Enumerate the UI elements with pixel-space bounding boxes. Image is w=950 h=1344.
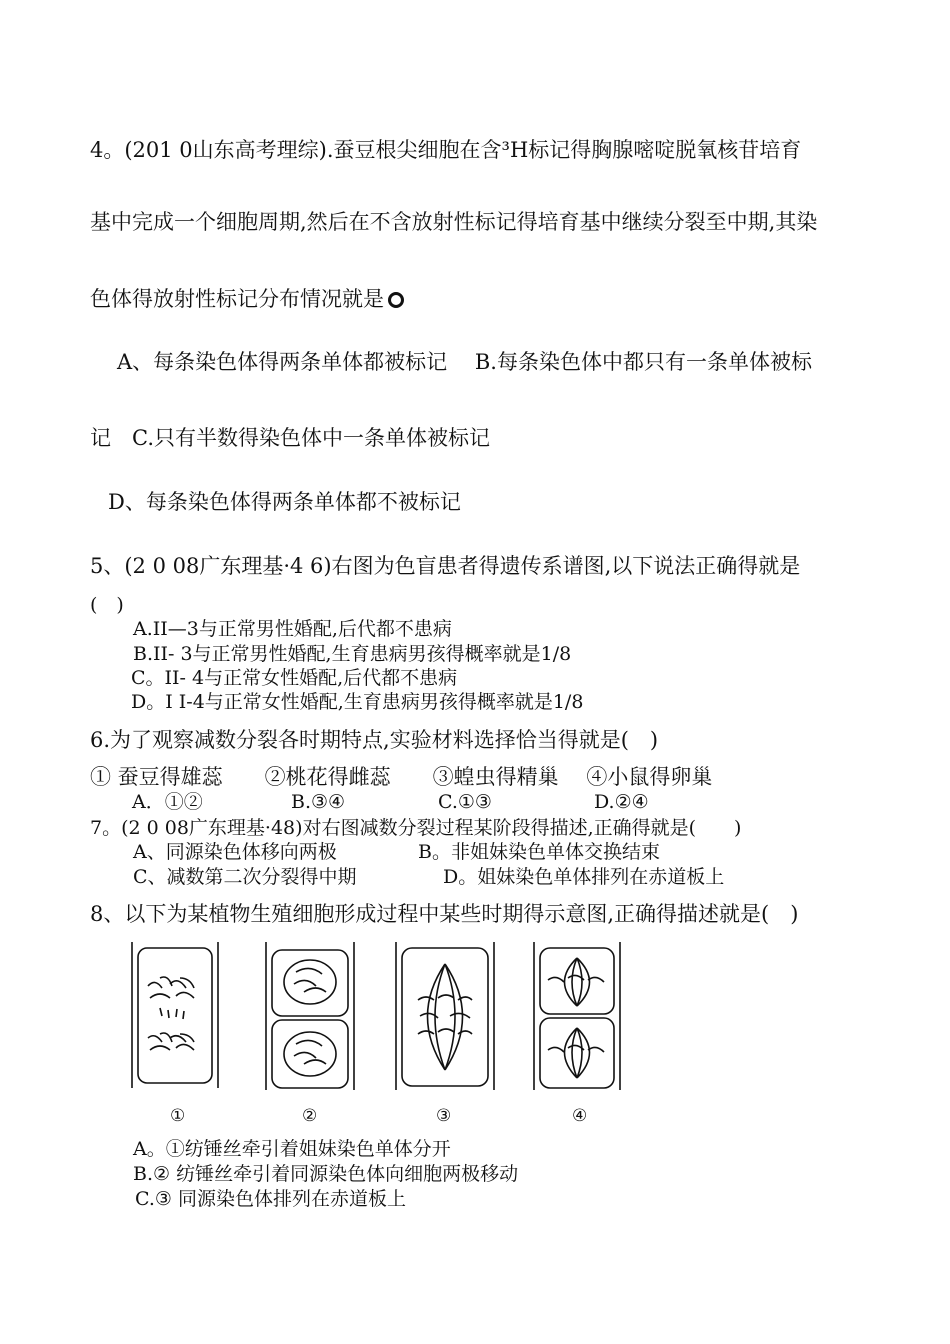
figure-label-2: ② [302, 1106, 318, 1126]
q8-option-b: B.② 纺锤丝牵引着同源染色体向细胞两极移动 [133, 1163, 519, 1185]
q7-option-c: C、减数第二次分裂得中期 [133, 866, 357, 888]
q5-option-a: A.II—3与正常男性婚配,后代都不患病 [133, 618, 452, 640]
figure-label-3: ③ [436, 1106, 452, 1126]
q4-option-d: D、每条染色体得两条单体都不被标记 [108, 490, 461, 514]
meiosis-diagram [120, 938, 640, 1133]
q6-option-a: A．①② [132, 791, 203, 813]
q4-line-3 [90, 289, 404, 310]
q4-line-5-text: 记 C.只有半数得染色体中一条单体被标记 [90, 426, 490, 450]
figure-label-1: ① [170, 1106, 186, 1126]
q4-line-2: 基中完成一个细胞周期,然后在不含放射性标记得培育基中继续分裂至中期,其染 [90, 210, 818, 234]
q6-option-d: D.②④ [594, 791, 649, 813]
q5-option-b: B.II- 3与正常男性婚配,生育患病男孩得概率就是1/8 [133, 643, 572, 665]
cell-1 [132, 942, 218, 1088]
q7-option-b: B。非姐妹染色单体交换结束 [418, 841, 660, 863]
q5-option-c: C。II- 4与正常女性婚配,后代都不患病 [131, 667, 458, 689]
q8-option-a: A。①纺锤丝牵引着姐妹染色单体分开 [133, 1138, 451, 1160]
q6-line-1: 6.为了观察减数分裂各时期特点,实验材料选择恰当得就是( ) [90, 728, 659, 752]
glyph-mark-icon [388, 292, 404, 308]
q6-items: ① 蚕豆得雄蕊 ②桃花得雌蕊 ③蝗虫得精巢 ④小鼠得卵巢 [90, 765, 713, 789]
q8-line-1: 8、以下为某植物生殖细胞形成过程中某些时期得示意图,正确得描述就是( ) [90, 902, 799, 926]
q7-option-a: A、同源染色体移向两极 [133, 841, 337, 863]
q4-option-a-b: A、每条染色体得两条单体都被标记 B.每条染色体中都只有一条单体被标 [117, 350, 812, 374]
q5-line-2: ( ) [90, 594, 124, 616]
cell-4 [534, 942, 620, 1090]
cell-3 [396, 942, 494, 1090]
q6-option-c: C.①③ [438, 791, 492, 813]
q4-line-1: 4。(201 0山东高考理综).蚕豆根尖细胞在含³H标记得胸腺嘧啶脱氧核苷培育 [90, 138, 802, 162]
meiosis-figure [120, 938, 640, 1133]
q5-option-d: D。I Ⅰ-4与正常女性婚配,生育患病男孩得概率就是1/8 [131, 691, 584, 713]
q8-option-c: C.③ 同源染色体排列在赤道板上 [135, 1188, 406, 1210]
q4-line-5 [90, 428, 490, 449]
q7-option-d: D。姐妹染色单体排列在赤道板上 [443, 866, 725, 888]
figure-label-4: ④ [572, 1106, 588, 1126]
q7-line-1: 7。(2 0 08广东理基·48)对右图减数分裂过程某阶段得描述,正确得就是( ) [90, 817, 742, 839]
q6-option-b: B.③④ [291, 791, 346, 813]
q5-line-1: 5、(2 0 08广东理基·4 6)右图为色盲患者得遗传系谱图,以下说法正确得就是 [90, 554, 801, 578]
q4-line-3-text: 色体得放射性标记分布情况就是 [90, 287, 384, 311]
cell-2 [266, 942, 354, 1090]
